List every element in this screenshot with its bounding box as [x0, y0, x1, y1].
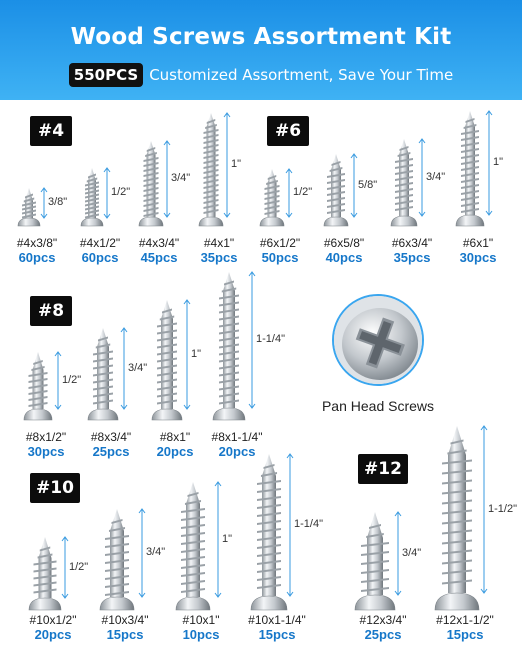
screw-size-label: #10x1" — [182, 613, 220, 627]
screw-count-label: 20pcs — [156, 444, 194, 459]
screw-count-label: 30pcs — [27, 444, 65, 459]
screw-length-label: 1/2" — [293, 186, 313, 198]
screw-count-label: 10pcs — [182, 627, 220, 642]
screw-count-label: 20pcs — [218, 444, 256, 459]
screw-count-label: 15pcs — [258, 627, 296, 642]
screw-size-label: #12x1-1/2" — [436, 613, 494, 627]
group-badge-6: #6 — [267, 116, 309, 146]
subtitle-text: Customized Assortment, Save Your Time — [149, 66, 454, 84]
page-title: Wood Screws Assortment Kit — [70, 24, 452, 50]
screw-size-label: #6x5/8" — [323, 236, 365, 250]
screw-length-label: 1/2" — [62, 374, 82, 386]
pan-head-label: Pan Head Screws — [321, 398, 435, 414]
screw-length-label: 1-1/2" — [488, 503, 517, 515]
screw-size-label: #8x1" — [159, 430, 191, 444]
screw-size-label: #4x1/2" — [79, 236, 121, 250]
group-badge-12: #12 — [358, 454, 408, 484]
screw-count-label: 20pcs — [34, 627, 72, 642]
screw-size-label: #8x1-1/4" — [211, 430, 263, 444]
screw-size-label: #6x1/2" — [259, 236, 301, 250]
screw-head — [435, 593, 479, 610]
screw-size-label: #6x1" — [462, 236, 494, 250]
screw-count-label: 25pcs — [92, 444, 130, 459]
screw-length-label: 1/2" — [69, 561, 89, 573]
screw-length-label: 1" — [493, 156, 504, 168]
screw-length-label: 3/4" — [128, 362, 148, 374]
screw-length-label: 3/4" — [402, 547, 422, 559]
screw-size-label: #8x3/4" — [90, 430, 132, 444]
pcs-badge: 550PCS — [69, 63, 143, 87]
screw-size-label: #4x3/8" — [16, 236, 58, 250]
screw-length-label: 1" — [191, 348, 202, 360]
screw-count-label: 35pcs — [393, 250, 431, 265]
screw-length-label: 3/4" — [426, 171, 446, 183]
screw-count-label: 50pcs — [261, 250, 299, 265]
screw-count-label: 15pcs — [106, 627, 144, 642]
screw-size-label: #10x3/4" — [101, 613, 149, 627]
group-badge-8: #8 — [30, 296, 72, 326]
screw-count-label: 40pcs — [325, 250, 363, 265]
group-badge-10: #10 — [30, 473, 80, 503]
screw-count-label: 60pcs — [18, 250, 56, 265]
screw-length-label: 1-1/4" — [256, 333, 285, 345]
screw-size-label: #8x1/2" — [25, 430, 67, 444]
screw-count-label: 35pcs — [200, 250, 238, 265]
screw-count-label: 15pcs — [446, 627, 484, 642]
screw-count-label: 30pcs — [459, 250, 497, 265]
screw-size-label: #6x3/4" — [391, 236, 433, 250]
screw-size-label: #4x1" — [203, 236, 235, 250]
screw-size-label: #10x1/2" — [29, 613, 77, 627]
screw-size-label: #12x3/4" — [359, 613, 407, 627]
screw-count-label: 45pcs — [140, 250, 178, 265]
screw-length-label: 3/4" — [146, 546, 166, 558]
screw-length-label: 1/2" — [111, 186, 131, 198]
screw-length-label: 1-1/4" — [294, 518, 323, 530]
screw-size-label: #10x1-1/4" — [248, 613, 306, 627]
screw-length-label: 1" — [231, 158, 242, 170]
screw-size-label: #4x3/4" — [138, 236, 180, 250]
group-badge-4: #4 — [30, 116, 72, 146]
screw-length-label: 3/8" — [48, 196, 68, 208]
screw-count-label: 60pcs — [81, 250, 119, 265]
screw-count-label: 25pcs — [364, 627, 402, 642]
screw-length-label: 5/8" — [358, 179, 378, 191]
screw-length-label: 3/4" — [171, 172, 191, 184]
screw-length-label: 1" — [222, 533, 233, 545]
